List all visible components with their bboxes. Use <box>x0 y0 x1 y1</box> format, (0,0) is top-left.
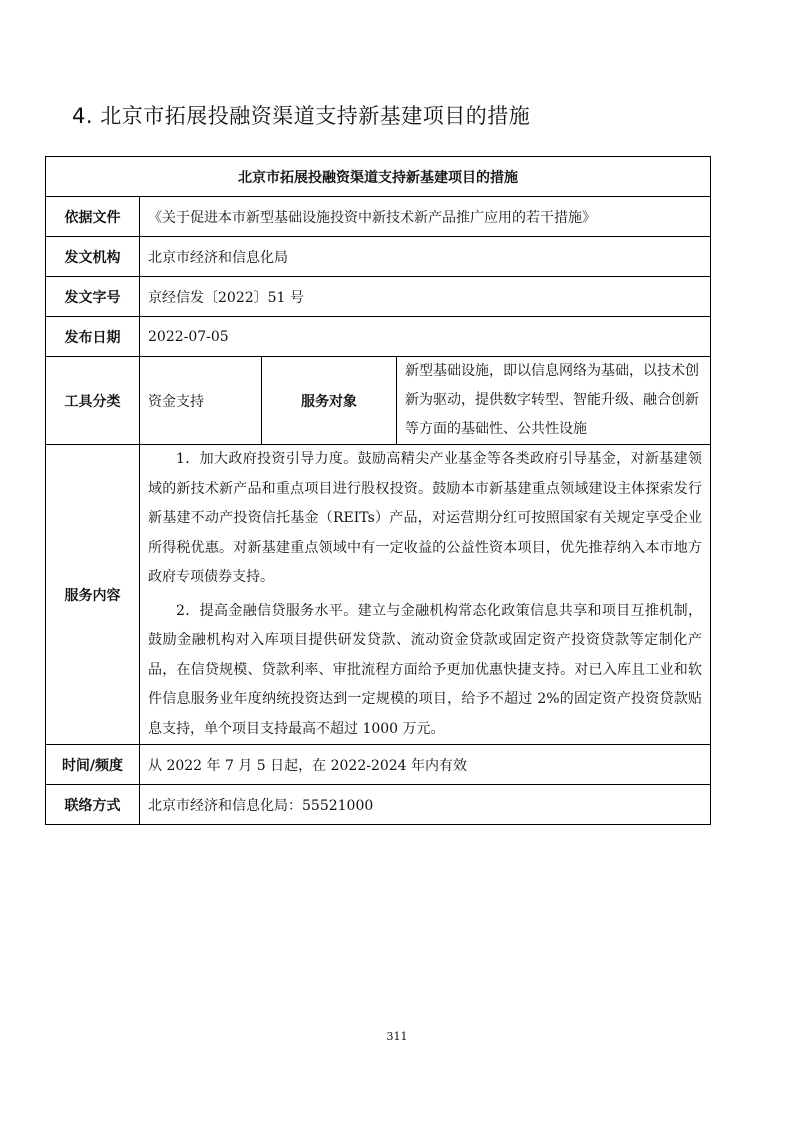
tool-row <box>46 357 711 445</box>
issuer-row <box>46 237 711 277</box>
issuer-label: 发文机构 <box>46 237 140 277</box>
content-paragraph-1: 1．加大政府投资引导力度。鼓励高精尖产业基金等各类政府引导基金，对新基建领域的新技术新产品和重点项目进行股权投资。鼓励本市新基建重点领域建设主体探索发行新基建不动产投资信托基金（REITs）产品，对运营期分红可按照国家有关规定享受企业所得税优惠。对新基建重点领域中有一定收益的公益性资本项目，优先推荐纳入本市地方政府专项债券支持。 <box>148 451 702 585</box>
period-value: 从 2022 年 7 月 5 日起，在 2022-2024 年内有效 <box>140 745 711 785</box>
content-cell <box>140 445 711 745</box>
period-label: 时间/频度 <box>46 745 140 785</box>
table-title-row <box>46 157 711 197</box>
basis-row <box>46 197 711 237</box>
issuer-value: 北京市经济和信息化局 <box>140 237 711 277</box>
tool-label: 工具分类 <box>46 357 140 445</box>
date-label: 发布日期 <box>46 317 140 357</box>
doc-number-value: 京经信发〔2022〕51 号 <box>140 277 711 317</box>
section-heading: 4. 北京市拓展投融资渠道支持新基建项目的措施 <box>72 104 531 128</box>
contact-value: 北京市经济和信息化局：55521000 <box>140 785 711 825</box>
table-title: 北京市拓展投融资渠道支持新基建项目的措施 <box>46 157 711 197</box>
basis-value: 《关于促进本市新型基础设施投资中新技术新产品推广应用的若干措施》 <box>140 197 711 237</box>
date-value: 2022-07-05 <box>140 317 711 357</box>
doc-number-row <box>46 277 711 317</box>
contact-row <box>46 785 711 825</box>
contact-label: 联络方式 <box>46 785 140 825</box>
target-value: 新型基础设施，即以信息网络为基础，以技术创新为驱动，提供数字转型、智能升级、融合创新等方面的基础性、公共性设施 <box>397 357 711 445</box>
tool-value: 资金支持 <box>140 357 262 445</box>
content-paragraph-2: 2．提高金融信贷服务水平。建立与金融机构常态化政策信息共享和项目互推机制，鼓励金融机构对入库项目提供研发贷款、流动资金贷款或固定资产投资贷款等定制化产品，在信贷规模、贷款利率、审批流程方面给予更加优惠快捷支持。对已入库且工业和软件信息服务业年度纳统投资达到一定规模的项目，给予不超过 2%的固定资产投资贷款贴息支持，单个项目支持最高不超过 1000 万元。 <box>148 602 702 737</box>
target-label: 服务对象 <box>262 357 397 445</box>
policy-table <box>45 156 711 825</box>
doc-number-label: 发文字号 <box>46 277 140 317</box>
date-row <box>46 317 711 357</box>
basis-label: 依据文件 <box>46 197 140 237</box>
period-row <box>46 745 711 785</box>
content-label: 服务内容 <box>46 445 140 745</box>
content-row <box>46 445 711 745</box>
page-number: 311 <box>386 1030 408 1043</box>
